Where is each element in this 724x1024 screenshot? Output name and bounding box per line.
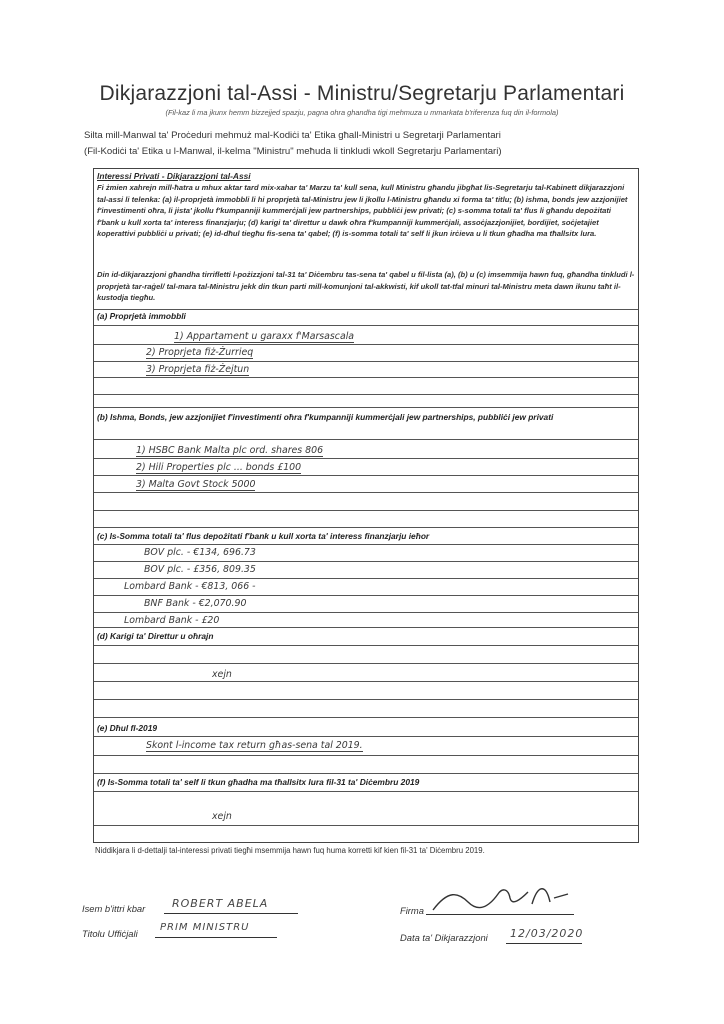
section-e-value: Skont l-income tax return għas-sena tal 2019. <box>146 740 363 751</box>
section-a-heading: (a) Proprjetà immobbli <box>97 311 186 321</box>
declaration-form <box>93 168 639 843</box>
official-title-label: Titolu Uffiċjali <box>82 928 138 939</box>
intro-paragraph-1: Fi żmien xahrejn mill-ħatra u mhux aktar tard mix-xahar ta' Marzu ta' kull sena, kull Ministru għandu jibgħat lis-Segretarju tal-Kabinett dikjarazzjoni tal-assi li telenka: (a) il-proprjetà immobbli li hi proprjetà tal-Ministru jew li jkollu l-Ministru għandu xi forma ta' titlu; (b) ishma, bonds jew azzjonijiet f'investimenti oħra, li jista' jkollu f'kumpanniji kummerċjali jew partnerships, pubbliċi jew privati; (c) s-somma totali ta' flus li għandu depożitati f'bank u kull xorta ta' interess finanzjarju; (d) karigi ta' direttur u dawk oħra f'kumpanniji kummerċjali, assoċjazzjonijiet, bordijiet, soċjetajiet koperattivi pubbliċi u privati; (e) id-dħul tiegħu fis-sena ta' qabel; (f) is-somma totali ta' self li jkun irċieva u li tkun għadha ma tħallsitx lura. <box>97 183 628 239</box>
section-c-heading: (c) Is-Somma totali ta' flus depożitati f'bank u kull xorta ta' interess finanzjarju ieħor <box>97 531 430 541</box>
page-subtitle: (Fil-kaz li ma jkunx hemm bizzejjed spazju, pagna ohra ghandha tigi mehmuza u mmarkata b'riferenza fuq din il-formola) <box>165 108 559 117</box>
declaration-statement: Niddikjara li d-dettalji tal-interessi privati tiegħi msemmija hawn fuq huma korretti kif kien fil-31 ta' Diċembru 2019. <box>95 846 485 855</box>
section-c-entry: Lombard Bank - £20 <box>124 615 220 626</box>
intro-paragraph-2: Din id-dikjarazzjoni għandha tirrifletti l-pożizzjoni tal-31 ta' Diċembru tas-sena ta' qabel u fil-lista (a), (b) u (c) imsemmija hawn fuq, għandha tinkludi l-proprjetà tar-raġel/ tal-mara tal-Ministru jekk din tkun parti mill-komunjoni tal-akkwisti, kif ukoll tat-tfal minuri tal-Ministru meta dawn ikunu taħt il-kustodja tiegħu. <box>97 270 635 303</box>
signature-label: Firma <box>400 905 424 916</box>
section-c-entry: BOV plc. - £356, 809.35 <box>144 564 256 575</box>
section-b-heading: (b) Ishma, Bonds, jew azzjonijiet f'investimenti oħra f'kumpanniji kummerċjali jew partnerships, pubbliċi jew privati <box>97 412 554 422</box>
section-a-entry: 3) Proprjeta fiż-Żejtun <box>146 364 250 375</box>
section-d-value: xejn <box>212 669 232 680</box>
intro-heading: Interessi Privati - Dikjarazzjoni tal-Assi <box>97 171 251 181</box>
section-f-heading: (f) Is-Somma totali ta' self li tkun għadha ma tħallsitx lura fil-31 ta' Diċembru 2019 <box>97 777 420 787</box>
section-d-heading: (d) Karigi ta' Direttur u oħrajn <box>97 631 214 641</box>
name-value: ROBERT ABELA <box>172 897 269 910</box>
reference-line-2: (Fil-Kodiċi ta' Etika u l-Manwal, il-kelma "Ministru" meħuda li tinkludi wkoll Segretarju Parlamentari) <box>84 146 502 157</box>
section-b-entry: 1) HSBC Bank Malta plc ord. shares 806 <box>136 445 324 456</box>
name-underline <box>164 913 298 914</box>
section-c-entry: BNF Bank - €2,070.90 <box>144 598 247 609</box>
date-value: 12/03/2020 <box>510 927 584 940</box>
date-label: Data ta' Dikjarazzjoni <box>400 932 488 943</box>
name-label: Isem b'ittri kbar <box>82 903 146 914</box>
section-b-entry: 2) Hili Properties plc ... bonds £100 <box>136 462 302 473</box>
page-title: Dikjarazzjoni tal-Assi - Ministru/Segretarju Parlamentari <box>99 82 625 105</box>
signature-underline <box>426 914 574 915</box>
section-e-heading: (e) Dħul fl-2019 <box>97 723 158 733</box>
section-a-entry: 2) Proprjeta fiż-Żurrieq <box>146 347 254 358</box>
date-underline <box>506 943 582 944</box>
section-c-entry: Lombard Bank - €813, 066 - <box>124 581 256 592</box>
section-b-entry: 3) Malta Govt Stock 5000 <box>136 479 256 490</box>
reference-line-1: Silta mill-Manwal ta' Proċeduri mehmuż mal-Kodiċi ta' Etika għall-Ministri u Segretarji Parlamentari <box>84 130 501 141</box>
section-a-entry: 1) Appartament u garaxx f'Marsascala <box>174 331 355 342</box>
section-f-value: xejn <box>212 811 232 822</box>
section-c-entry: BOV plc. - €134, 696.73 <box>144 547 256 558</box>
official-title-value: PRIM MINISTRU <box>160 922 250 933</box>
title-underline <box>155 937 277 938</box>
